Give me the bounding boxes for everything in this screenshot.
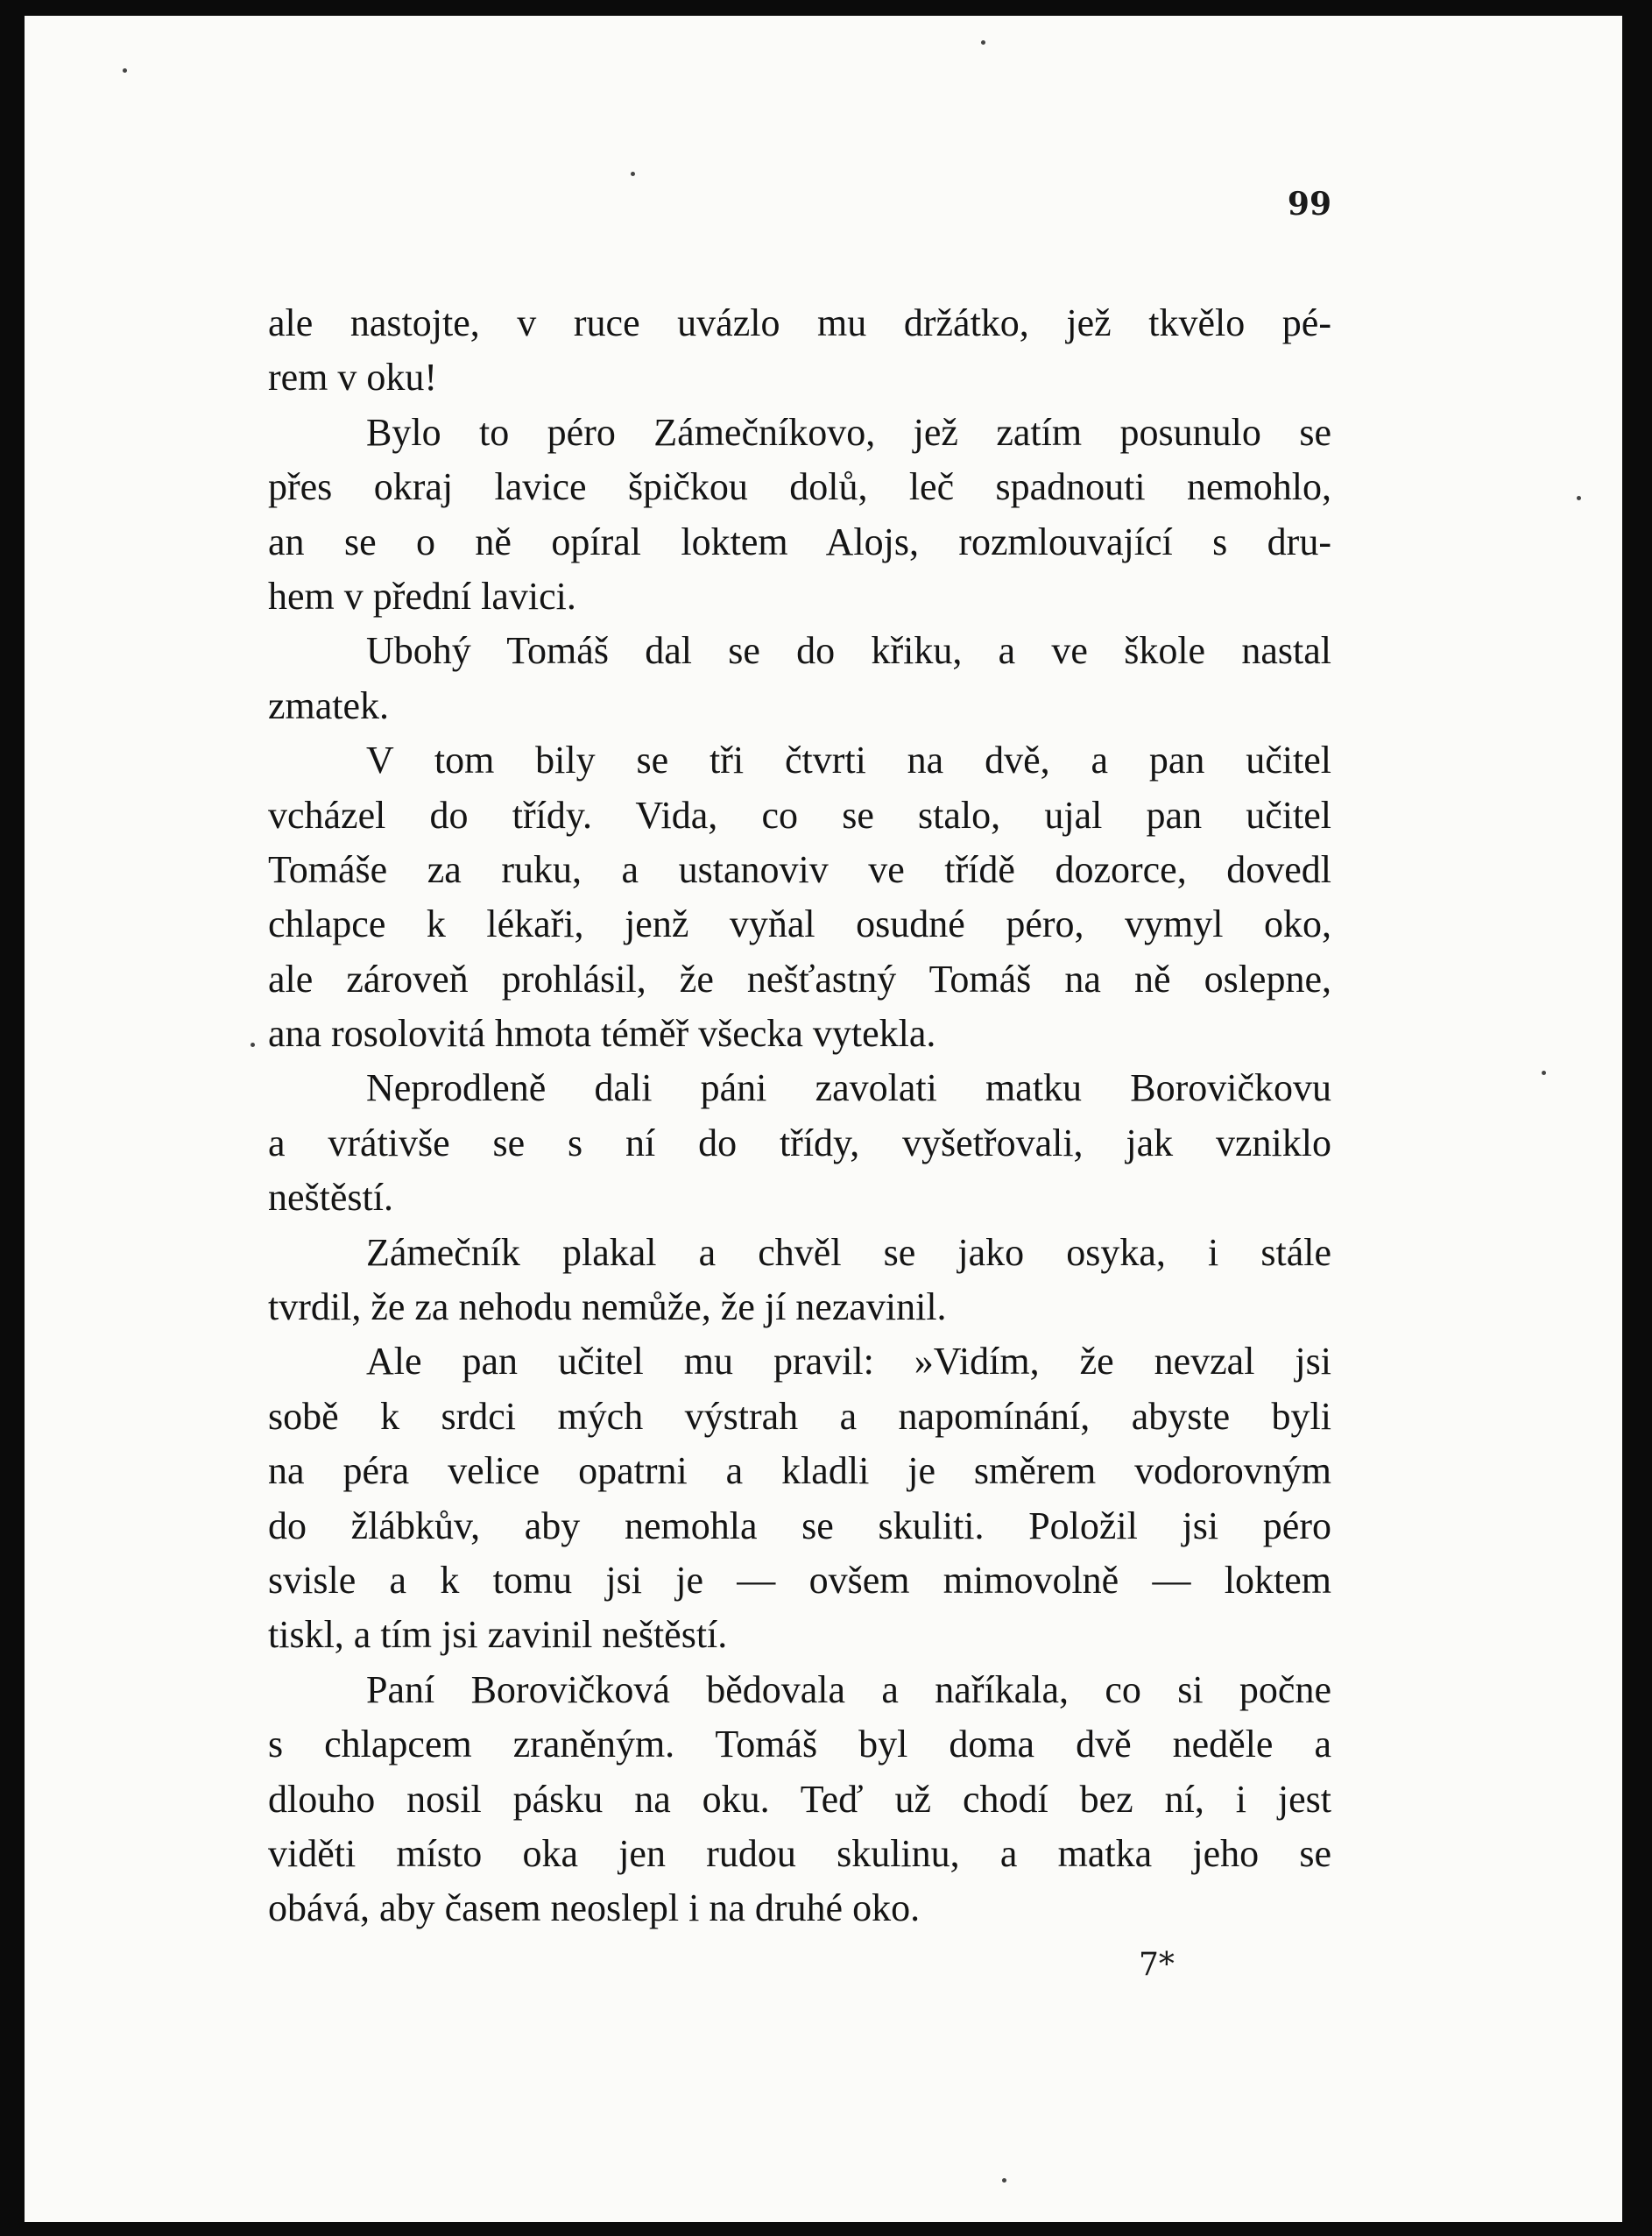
text-line: ale nastojte, v ruce uvázlo mu držátko, jež tkvělo pé- xyxy=(268,301,1331,344)
text-line: sobě k srdci mých výstrah a napomínání, abyste byli xyxy=(268,1394,1331,1438)
scan-speck xyxy=(1002,2178,1006,2183)
text-line: hem v přední lavici. xyxy=(268,574,576,618)
text-line: ale zároveň prohlásil, že nešťastný Tomáš na ně oslepne, xyxy=(268,957,1331,1001)
body-text xyxy=(268,296,1331,1936)
text-line: do žlábkův, aby nemohla se skuliti. Položil jsi péro xyxy=(268,1504,1331,1547)
scan-border-right xyxy=(1622,0,1652,2236)
text-line: zmatek. xyxy=(268,683,390,727)
scan-border-top xyxy=(0,0,1652,16)
text-line: an se o ně opíral loktem Alojs, rozmlouvající s dru- xyxy=(268,520,1331,563)
signature-mark: 7* xyxy=(1139,1947,1175,1983)
text-line: Bylo to péro Zámečníkovo, jež zatím posunulo se xyxy=(366,410,1331,454)
page-number: 99 xyxy=(1287,186,1331,223)
text-line: tiskl, a tím jsi zavinil neštěstí. xyxy=(268,1613,728,1657)
scan-speck xyxy=(1577,496,1581,500)
text-line: V tom bily se tři čtvrti na dvě, a pan učitel xyxy=(366,739,1331,782)
scan-border-bottom xyxy=(0,2222,1652,2236)
text-line: Neprodleně dali páni zavolati matku Borovičkovu xyxy=(366,1066,1331,1110)
text-line: rem v oku! xyxy=(268,356,438,400)
scan-speck xyxy=(251,1043,255,1047)
text-line: dlouho nosil pásku na oku. Teď už chodí bez ní, i jest xyxy=(268,1777,1331,1821)
text-line: Tomáše za ruku, a ustanoviv ve třídě dozorce, dovedl xyxy=(268,847,1331,891)
scan-speck xyxy=(1542,1071,1546,1075)
text-line: obává, aby časem neoslepl i na druhé oko. xyxy=(268,1886,921,1930)
scan-speck xyxy=(123,68,127,73)
text-line: a vrátivše se s ní do třídy, vyšetřovali, jak vzniklo xyxy=(268,1121,1331,1164)
text-line: Zámečník plakal a chvěl se jako osyka, i stále xyxy=(366,1230,1331,1274)
text-line: Ale pan učitel mu pravil: »Vidím, že nevzal jsi xyxy=(366,1340,1331,1383)
scan-border-left xyxy=(0,0,25,2236)
text-line: vcházel do třídy. Vida, co se stalo, ujal pan učitel xyxy=(268,793,1331,837)
text-line: na péra velice opatrni a kladli je směrem vodorovným xyxy=(268,1449,1331,1493)
text-line: Paní Borovičková bědovala a naříkala, co si počne xyxy=(366,1667,1331,1711)
text-line: chlapce k lékaři, jenž vyňal osudné péro, vymyl oko, xyxy=(268,902,1331,946)
text-line: s chlapcem zraněným. Tomáš byl doma dvě neděle a xyxy=(268,1723,1331,1766)
text-line: tvrdil, že za nehodu nemůže, že jí nezavinil. xyxy=(268,1285,947,1329)
scan-speck xyxy=(981,40,985,45)
text-line: neštěstí. xyxy=(268,1176,393,1220)
text-line: Ubohý Tomáš dal se do křiku, a ve škole nastal xyxy=(366,629,1331,673)
text-line: viděti místo oka jen rudou skulinu, a matka jeho se xyxy=(268,1831,1331,1875)
text-line: ana rosolovitá hmota téměř všecka vytekla. xyxy=(268,1012,936,1056)
text-line: svisle a k tomu jsi je — ovšem mimovolně — loktem xyxy=(268,1558,1331,1602)
scan-speck xyxy=(631,172,635,176)
text-line: přes okraj lavice špičkou dolů, leč spadnouti nemohlo, xyxy=(268,465,1331,509)
